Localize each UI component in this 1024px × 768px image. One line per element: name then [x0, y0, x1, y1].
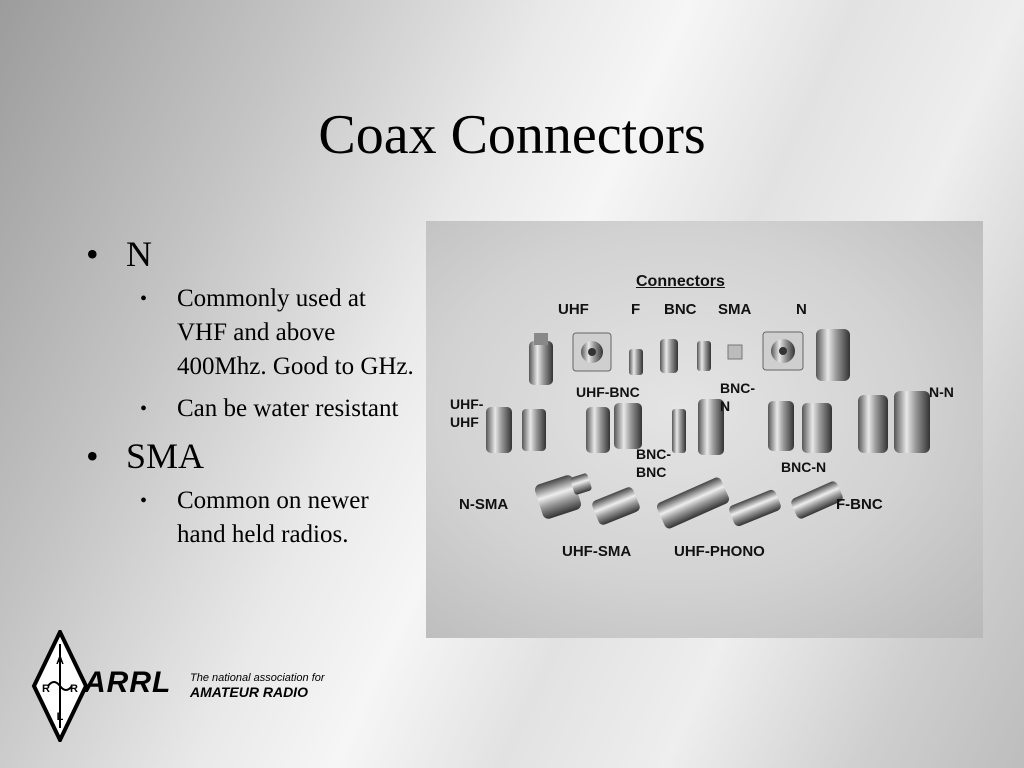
label-n-sma: N-SMA: [459, 496, 509, 513]
bnc-n-connector: [768, 401, 832, 453]
label-uhf-uhf: UHF- UHF: [450, 396, 484, 430]
uhf-sma-connector: [591, 486, 642, 527]
emblem-letter-r: R: [70, 683, 78, 695]
label-bnc-n-top: BNC- N: [720, 380, 755, 414]
uhf-phono-connector: [655, 476, 730, 530]
sub-bullet-item: [140, 392, 416, 426]
sub-bullet-item: [140, 484, 416, 552]
sma-connector: [697, 341, 742, 371]
label-uhf: UHF: [558, 301, 589, 318]
label-bnc-n: BNC-N: [781, 459, 827, 475]
label-uhf-sma: UHF-SMA: [562, 543, 632, 560]
sub-bullet-text: Commonly used at VHF and above 400Mhz. Good to GHz.: [177, 285, 414, 380]
logo-wordmark: ARRL: [84, 666, 172, 699]
emblem-letter-r: R: [42, 683, 50, 695]
sub-bullet-icon: •: [140, 490, 148, 512]
logo-tagline-bold: AMATEUR RADIO: [190, 684, 308, 700]
bullet-item: [86, 232, 416, 276]
f-connector: [629, 349, 643, 375]
label-f-bnc: F-BNC: [836, 496, 883, 513]
label-uhf-bnc: UHF-BNC: [576, 384, 640, 400]
sub-bullet-text: Can be water resistant: [177, 395, 399, 422]
bullet-icon: •: [86, 436, 99, 476]
bnc-connector: [660, 339, 678, 373]
uhf-panel-connector: [573, 333, 611, 371]
sub-bullet-text: Common on newer hand held radios.: [177, 487, 369, 548]
sub-bullet-icon: •: [140, 398, 148, 420]
bullet-item: [86, 434, 416, 478]
label-uhf-phono: UHF-PHONO: [674, 543, 765, 560]
label-f: F: [631, 301, 641, 318]
uhf-uhf-connector: [486, 407, 546, 453]
bullet-text: N: [126, 234, 152, 274]
connectors-photo: [426, 221, 983, 638]
bullet-list: [86, 232, 416, 560]
arrl-emblem-icon: [30, 630, 90, 742]
bullet-text: SMA: [126, 436, 205, 476]
uhf-connector: [529, 333, 553, 385]
label-bnc-bnc: BNC- BNC: [636, 446, 671, 480]
bnc-bnc-connector: [672, 399, 724, 455]
emblem-letter-a: A: [56, 655, 64, 667]
label-n: N: [796, 301, 807, 318]
logo-tagline: The national association for: [190, 672, 325, 684]
sub-bullet-item: [140, 282, 416, 384]
n-sma-connector: [533, 473, 592, 521]
phono-connector: [728, 488, 783, 527]
sub-bullet-icon: •: [140, 288, 148, 310]
n-n-connector: [858, 391, 930, 453]
label-n-n: N-N: [929, 384, 954, 400]
label-bnc: BNC: [664, 301, 697, 318]
label-sma: SMA: [718, 301, 752, 318]
n-panel-connector: [763, 329, 850, 381]
slide-title: Coax Connectors: [318, 104, 706, 166]
emblem-letter-l: L: [56, 711, 64, 723]
photo-heading: Connectors: [636, 273, 725, 290]
bullet-icon: •: [86, 234, 99, 274]
uhf-bnc-connector: [586, 403, 642, 453]
